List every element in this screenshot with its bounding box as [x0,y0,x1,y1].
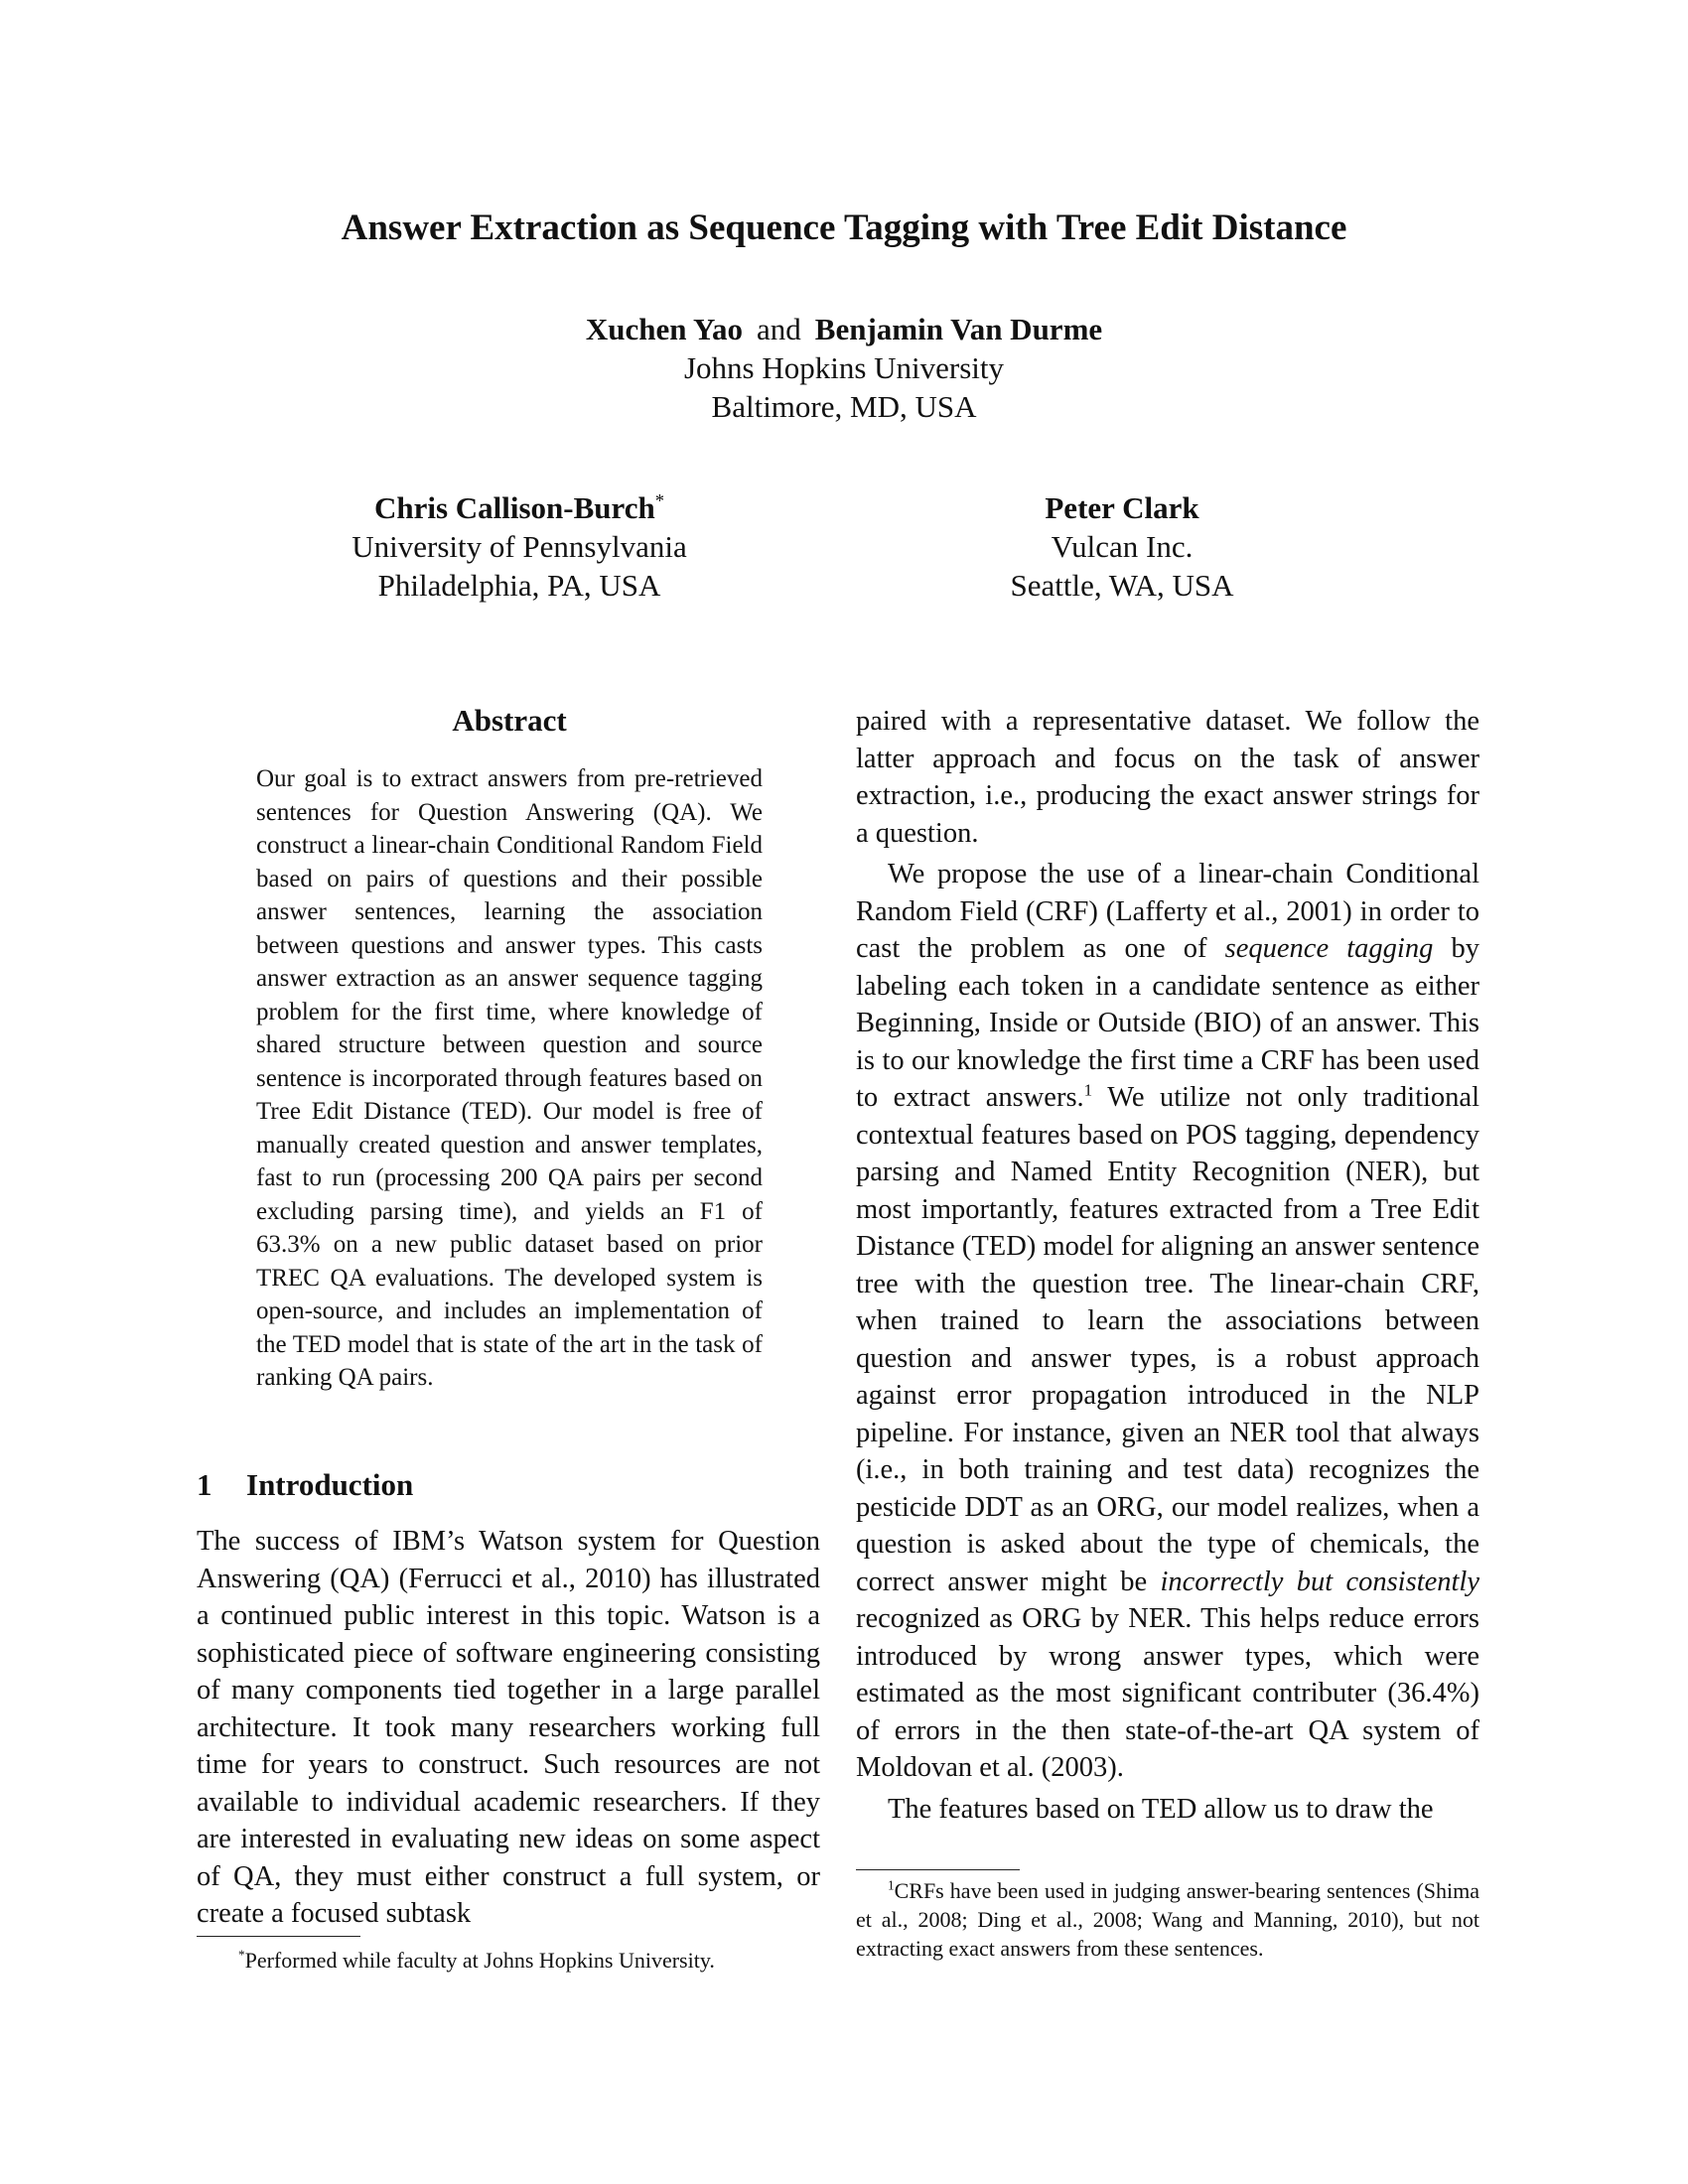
footnote-marker: 1 [888,1877,895,1893]
footnote-marker: 1 [1083,1080,1093,1100]
author-location: Baltimore, MD, USA [711,389,977,424]
footnote-left [197,1946,820,1975]
entity-label: ORG [1096,1491,1157,1523]
author-affiliation: Johns Hopkins University [683,350,1005,385]
footnote-right [856,1876,1479,1963]
author-affiliation: Vulcan Inc. [1051,529,1194,564]
footnote-text: Performed while faculty at Johns Hopkins University. [244,1948,715,1973]
text-run: We propose the use of a linear-chain Conditional Random Field (CRF) (Lafferty et al., 2001) in order to cast the problem as one of [856,859,1479,964]
author-name: Benjamin Van Durme [814,312,1103,346]
author-connector: and [757,312,801,346]
right-column [856,703,1479,1828]
body-paragraph: paired with a representative dataset. We follow the latter approach and focus on the task of answer extraction, i.e., producing the exact answer strings for a question. [856,706,1479,849]
emphasis-text: incorrectly but consistently [1160,1566,1479,1597]
author-location: Seattle, WA, USA [1010,568,1234,603]
text-run: by labeling each token in a candidate sentence as either Beginning, Inside or Outside (BIO) of an answer. This is to our knowledge the first time a CRF has been used to extract answers. [856,933,1480,1113]
author-affiliation: University of Pennsylvania [352,529,687,564]
text-run: We utilize not only traditional contextual features based on POS tagging, dependency parsing and Named Entity Recognition (NER), but most importantly, features extracted from a Tree Edit Distance (TED) model for aligning an answer sentence tree with the question tree. The linear-chain CRF, when trained to learn the associations between question and answer types, is a robust approach against error propagation introduced in the NLP pipeline. For instance, given an NER tool that always (i.e., in both training and test data) recognizes the pesticide DDT as an [856,1082,1479,1523]
footnote-marker: * [238,1947,245,1963]
abstract-heading: Abstract [452,703,567,738]
section-title: Introduction [246,1467,414,1502]
body-paragraph: The features based on TED allow us to draw the [888,1793,1434,1825]
entity-label: ORG [1022,1603,1082,1634]
author-name: Xuchen Yao [585,312,744,346]
introduction-paragraph: The success of IBM’s Watson system for Question Answering (QA) (Ferrucci et al., 2010) has illustrated a continued public interest in this topic. Watson is a sophisticated piece of software engineering consisting of many components tied together in a large parallel architecture. It took many researchers working full time for years to construct. Such resources are not available to individual academic researchers. If they are interested in evaluating new ideas on some aspect of QA, they must either construct a full system, or create a focused subtask [197,1526,820,1929]
author-name: Chris Callison-Burch [373,490,655,525]
author-block-left [271,488,768,605]
section-number: 1 [197,1467,212,1502]
footnote-marker: * [654,490,665,512]
footnote-text: CRFs have been used in judging answer-bearing sentences (Shima et al., 2008; Ding et al., 2008; Wang and Manning, 2010), but not extracting exact answers from these sentences. [856,1878,1479,1961]
text-run: by NER. This helps reduce errors introduced by wrong answer types, which were estimated as the most significant contributer (36.4%) of errors in the then state-of-the-art QA system of Moldovan et al. (2003). [856,1603,1480,1783]
text-run: , our model realizes, when a question is asked about the type of chemicals, the correct answer might be [856,1491,1480,1597]
author-location: Philadelphia, PA, USA [377,568,661,603]
body-paragraph [856,856,1479,1787]
section-heading [197,1467,413,1503]
author-name: Peter Clark [1045,490,1199,525]
text-run: recognized as [856,1603,1023,1634]
primary-authors-block [0,310,1688,426]
paper-title: Answer Extraction as Sequence Tagging with Tree Edit Distance [341,207,1347,248]
emphasis-text: sequence tagging [1224,933,1434,964]
abstract-text: Our goal is to extract answers from pre-retrieved sentences for Question Answering (QA). We construct a linear-chain Conditional Random Field based on pairs of questions and their possible answer sentences, learning the association between questions and answer types. This casts answer extraction as an answer sequence tagging problem for the first time, where knowledge of shared structure between question and source sentence is incorporated through features based on Tree Edit Distance (TED). Our model is free of manually created question and answer templates, fast to run (processing 200 QA pairs per second excluding parsing time), and yields an F1 of 63.3% on a new public dataset based on prior TREC QA evaluations. The developed system is open-source, and includes an implementation of the TED model that is state of the art in the task of ranking QA pairs. [256,765,763,1391]
author-block-right [874,488,1370,605]
footnote-divider [197,1936,360,1937]
footnote-divider [856,1869,1020,1870]
primary-authors-line [0,310,1688,348]
